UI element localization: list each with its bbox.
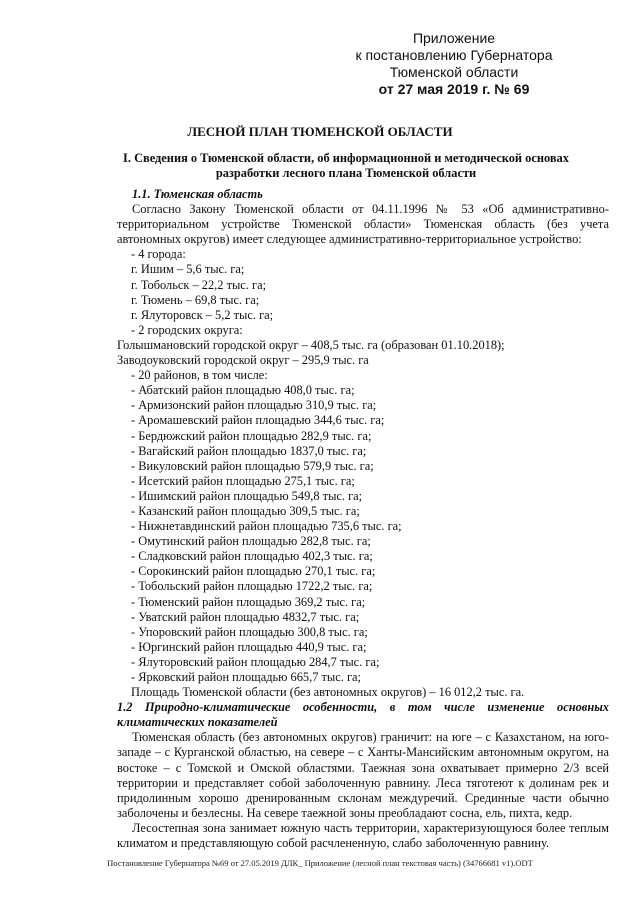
districts-header: - 2 городских округа: <box>131 322 243 337</box>
document-title: ЛЕСНОЙ ПЛАН ТЮМЕНСКОЙ ОБЛАСТИ <box>187 124 453 139</box>
total-area: Площадь Тюменской области (без автономных округов) – 16 012,2 тыс. га. <box>131 685 525 700</box>
intro-paragraph: Согласно Закону Тюменской области от 04.11.1996 № 53 «Об административно-территориальном устройстве Тюменской области» Тюменская область (без учета автономных округов) имеет следующее административно-территориальное устройство: <box>117 202 609 247</box>
climate-paragraph-2: Лесостепная зона занимает южную часть территории, характеризующуюся более теплым климатом и представляющую собой расчлененную, слабо заболоченную равнину. <box>117 820 609 851</box>
subsection-heading-1: 1.1. Тюменская область <box>132 187 263 201</box>
list-item: - Викуловский район площадью 579,9 тыс. га; <box>131 458 374 473</box>
appendix-date: от 27 мая 2019 г. № 69 <box>378 81 530 97</box>
appendix-line-1: Приложение <box>412 30 496 46</box>
list-item: Голышмановский городской округ – 408,5 тыс. га (образован 01.10.2018); <box>117 337 505 352</box>
list-item: - Тобольский район площадью 1722,2 тыс. га; <box>131 579 373 594</box>
list-item: - Ярковский район площадью 665,7 тыс. га; <box>131 670 361 684</box>
appendix-line-2: к постановлению Губернатора <box>355 47 553 63</box>
list-item: - Вагайский район площадью 1837,0 тыс. га; <box>131 443 367 458</box>
list-item: - Казанский район площадью 309,5 тыс. га; <box>131 503 360 518</box>
list-item: - Ялуторовский район площадью 284,7 тыс. га; <box>131 654 380 669</box>
appendix-block <box>324 30 584 98</box>
list-item: г. Тюмень – 69,8 тыс. га; <box>131 292 260 307</box>
list-item: г. Тобольск – 22,2 тыс. га; <box>131 277 267 292</box>
list-item: - Исетский район площадью 275,1 тыс. га; <box>131 473 355 488</box>
list-item: - Упоровский район площадью 300,8 тыс. га; <box>131 624 368 639</box>
list-item: - Бердюжский район площадью 282,9 тыс. га; <box>131 428 372 443</box>
section-title: I. Сведения о Тюменской области, об информационной и методической основах разработки лесного плана Тюменской области <box>123 151 569 180</box>
cities-header: - 4 города: <box>131 247 186 262</box>
list-item: - Нижнетавдинский район площадью 735,6 тыс. га; <box>131 519 402 534</box>
list-item: г. Ялуторовск – 5,2 тыс. га; <box>131 307 274 322</box>
list-item: - Омутинский район площадью 282,8 тыс. га; <box>131 534 371 549</box>
list-item: - Тюменский район площадью 369,2 тыс. га; <box>131 594 366 609</box>
list-item: - Аромашевский район площадью 344,6 тыс. га; <box>131 413 385 428</box>
list-item: - Ишимский район площадью 549,8 тыс. га; <box>131 488 363 503</box>
document-body <box>117 187 609 851</box>
appendix-line-3: Тюменской области <box>389 64 519 80</box>
list-item: - Уватский район площадью 4832,7 тыс. га; <box>131 609 360 624</box>
list-item: - Абатский район площадью 408,0 тыс. га; <box>131 383 355 398</box>
list-item: - Армизонский район площадью 310,9 тыс. га; <box>131 398 377 413</box>
subsection-heading-2: 1.2 Природно-климатические особенности, в том числе изменение основных климатических показателей <box>117 700 609 730</box>
regions-header: - 20 районов, в том числе: <box>131 368 268 383</box>
page-footer: Постановление Губернатора №69 от 27.05.2019 ДЛК_ Приложение (лесной план текстовая часть) (34766681 v1).ODT <box>107 858 533 868</box>
list-item: Заводоуковский городской округ – 295,9 тыс. га <box>117 353 369 368</box>
list-item: - Сорокинский район площадью 270,1 тыс. га; <box>131 564 376 579</box>
list-item: - Юргинский район площадью 440,9 тыс. га; <box>131 639 367 654</box>
list-item: г. Ишим – 5,6 тыс. га; <box>131 262 245 277</box>
climate-paragraph-1: Тюменская область (без автономных округов) граничит: на юге – с Казахстаном, на юго-западе – с Курганской областью, на севере – с Ханты-Мансийским автономным округом, на востоке – с Томской и Омской областями. Таежная зона охватывает примерно 2/3 всей территории и представляет собой заболоченную равнину. Леса тяготеют к долинам рек и придолинным хорошо дренированным склонам междуречий. Срединные части обычно заболочены и безлесны. На севере таежной зоны преобладают сосна, ель, пихта, кедр. <box>117 730 609 820</box>
list-item: - Сладковский район площадью 402,3 тыс. га; <box>131 549 373 564</box>
